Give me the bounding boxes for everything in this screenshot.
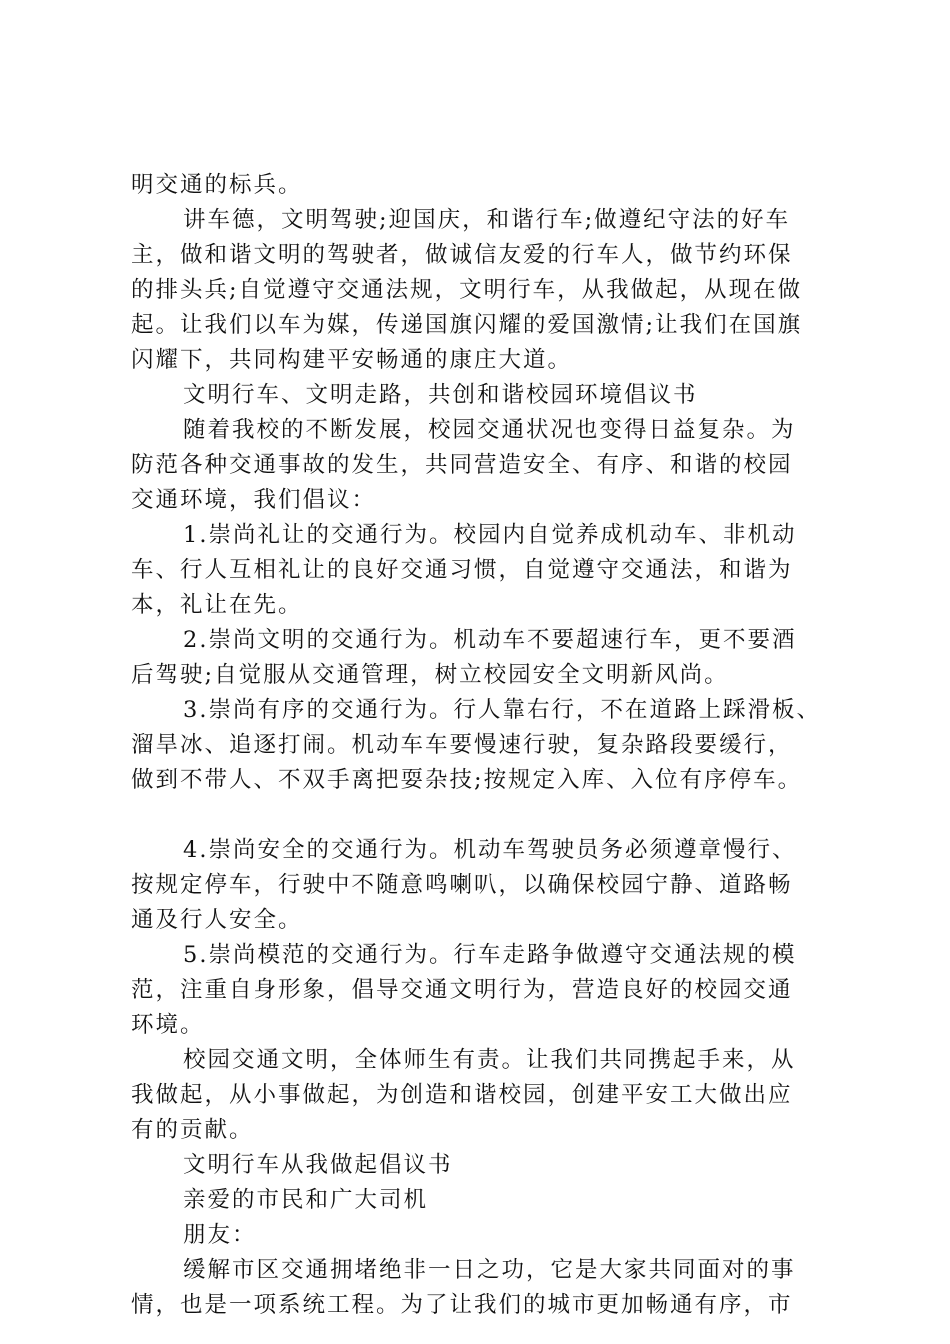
text-line: 后驾驶;自觉服从交通管理，树立校园安全文明新风尚。 [131,662,729,688]
text-line: 的排头兵;自觉遵守交通法规，文明行车，从我做起，从现在做 [131,277,803,303]
salutation-line: 亲爱的市民和广大司机 [183,1187,429,1213]
text-line: 环境。 [131,1012,205,1038]
text-line: 5.崇尚模范的交通行为。行车走路争做遵守交通法规的模 [183,942,797,968]
text-line: 1.崇尚礼让的交通行为。校园内自觉养成机动车、非机动 [183,522,797,548]
section-title: 文明行车从我做起倡议书 [183,1152,453,1178]
text-line: 闪耀下，共同构建平安畅通的康庄大道。 [131,347,573,373]
text-line: 3.崇尚有序的交通行为。行人靠右行，不在道路上踩滑板、 [183,697,821,723]
section-title: 文明行车、文明走路，共创和谐校园环境倡议书 [183,382,698,408]
text-line: 交通环境，我们倡议： [131,487,377,513]
text-line: 车、行人互相礼让的良好交通习惯，自觉遵守交通法，和谐为 [131,557,793,583]
salutation-line: 朋友： [183,1222,257,1248]
text-line: 讲车德，文明驾驶;迎国庆，和谐行车;做遵纪守法的好车 [183,207,791,233]
text-line: 范，注重自身形象，倡导交通文明行为，营造良好的校园交通 [131,977,793,1003]
text-line: 我做起，从小事做起，为创造和谐校园，创建平安工大做出应 [131,1082,793,1108]
text-line: 明交通的标兵。 [131,172,303,198]
text-line: 有的贡献。 [131,1117,254,1143]
text-line: 本，礼让在先。 [131,592,303,618]
text-line: 校园交通文明，全体师生有责。让我们共同携起手来，从 [183,1047,796,1073]
text-line: 防范各种交通事故的发生，共同营造安全、有序、和谐的校园 [131,452,793,478]
text-line: 缓解市区交通拥堵绝非一日之功，它是大家共同面对的事 [183,1257,796,1283]
text-line: 随着我校的不断发展，校园交通状况也变得日益复杂。为 [183,417,796,443]
text-line: 2.崇尚文明的交通行为。机动车不要超速行车，更不要酒 [183,627,797,653]
text-line: 起。让我们以车为媒，传递国旗闪耀的爱国激情;让我们在国旗 [131,312,803,338]
blank-line [131,798,831,833]
text-line: 4.崇尚安全的交通行为。机动车驾驶员务必须遵章慢行、 [183,837,797,863]
text-line: 做到不带人、不双手离把耍杂技;按规定入库、入位有序停车。 [131,767,803,793]
text-line: 按规定停车，行驶中不随意鸣喇叭，以确保校园宁静、道路畅 [131,872,793,898]
text-line: 主，做和谐文明的驾驶者，做诚信友爱的行车人，做节约环保 [131,242,793,268]
text-line: 溜旱冰、追逐打闹。机动车车要慢速行驶，复杂路段要缓行， [131,732,793,758]
text-line: 通及行人安全。 [131,907,303,933]
document-body [131,168,831,1323]
text-line: 情，也是一项系统工程。为了让我们的城市更加畅通有序，市 [131,1292,793,1318]
